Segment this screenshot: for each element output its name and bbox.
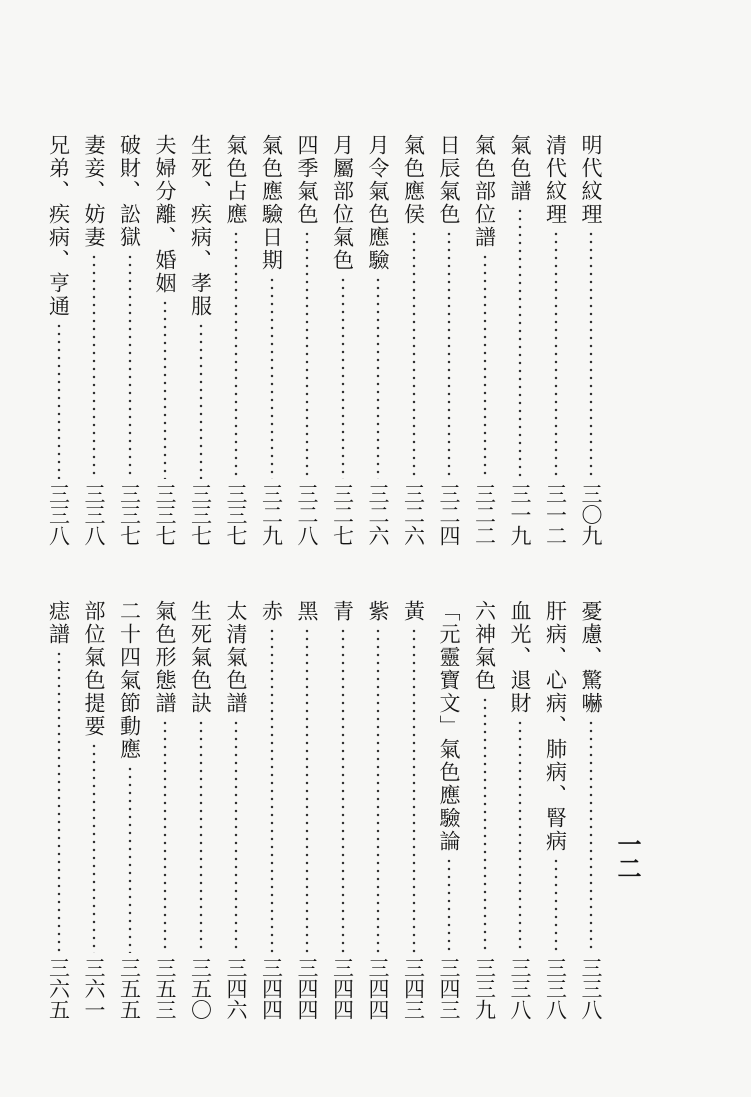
toc-entry — [329, 134, 357, 546]
toc-entry-page: 三四三 — [401, 957, 426, 1020]
dot-leader — [199, 719, 203, 953]
toc-entry-title: 氣色應侯 — [401, 134, 426, 226]
dot-leader — [92, 742, 96, 953]
toc-entry-page: 三四四 — [295, 957, 319, 1020]
toc-entry-title: 二十四氣節動應 — [117, 600, 142, 761]
toc-entry — [577, 134, 605, 546]
toc-entry-page: 三二二 — [472, 483, 497, 546]
dot-leader — [341, 276, 345, 479]
toc-entry-title: 破財、訟獄 — [117, 134, 142, 249]
toc-entry-page: 三三八 — [579, 957, 603, 1020]
toc-entry — [471, 600, 499, 1020]
toc-entry — [542, 134, 570, 546]
toc-entry — [506, 134, 534, 546]
toc-entry — [80, 134, 108, 546]
dot-leader — [483, 253, 487, 479]
toc-entry — [400, 600, 428, 1020]
toc-entry-page: 三三七 — [153, 483, 177, 546]
toc-entry — [542, 600, 570, 1020]
toc-entry-page: 三三八 — [82, 483, 106, 546]
dot-leader — [305, 627, 309, 953]
toc-entry — [151, 134, 179, 546]
dot-leader — [518, 207, 522, 479]
toc-entry-page: 三六一 — [82, 957, 106, 1020]
page-number: 一二 — [613, 832, 642, 880]
dot-leader — [57, 322, 61, 479]
toc-entry-title: 太清氣色譜 — [224, 600, 248, 715]
toc-entry — [293, 134, 321, 546]
dot-leader — [447, 857, 451, 953]
toc-entry — [116, 134, 144, 546]
toc-entry — [577, 600, 605, 1020]
toc-entry — [471, 134, 499, 546]
toc-entry-title: 生死、疾病、孝服 — [188, 134, 213, 318]
toc-entry — [116, 600, 144, 1020]
toc-entry-title: 生死氣色訣 — [188, 600, 213, 715]
dot-leader — [412, 230, 416, 479]
toc-entry — [293, 600, 321, 1020]
dot-leader — [57, 650, 61, 953]
toc-entry — [187, 134, 215, 546]
toc-entry-title: 氣色占應 — [224, 134, 248, 226]
toc-entry-page: 三二四 — [437, 483, 461, 546]
dot-leader — [447, 230, 451, 479]
toc-entry — [222, 600, 250, 1020]
toc-entry-title: 肝病、心病、肺病、腎病 — [543, 600, 568, 853]
toc-entry-page: 三五五 — [117, 957, 142, 1020]
toc-entry-title: 赤 — [259, 600, 284, 623]
dot-leader — [412, 627, 416, 953]
toc-entry-title: 四季氣色 — [295, 134, 319, 226]
toc-entry-page: 三〇九 — [579, 483, 603, 546]
toc-entry-page: 三二七 — [330, 483, 355, 546]
toc-entry-page: 三五三 — [153, 957, 177, 1020]
toc-entry-title: 清代紋理 — [543, 134, 568, 226]
toc-entry — [364, 134, 392, 546]
toc-entry-page: 三一九 — [508, 483, 532, 546]
dot-leader — [483, 696, 487, 953]
toc-entry — [45, 134, 73, 546]
dot-leader — [234, 230, 238, 479]
toc-entry-page: 三二六 — [366, 483, 390, 546]
dot-leader — [270, 627, 274, 953]
toc-entry-title: 氣色形態譜 — [153, 600, 177, 715]
dot-leader — [128, 765, 132, 953]
toc-entry-title: 明代紋理 — [579, 134, 603, 226]
toc-entry-page: 三三七 — [224, 483, 248, 546]
dot-leader — [376, 627, 380, 953]
toc-entry-title: 日辰氣色 — [437, 134, 461, 226]
dot-leader — [376, 276, 380, 479]
toc-entry — [80, 600, 108, 1020]
toc-entry — [435, 134, 463, 546]
toc-entry-page: 三二八 — [295, 483, 319, 546]
toc-entry-page: 三四四 — [366, 957, 390, 1020]
toc-entry — [329, 600, 357, 1020]
dot-leader — [518, 719, 522, 953]
toc-entry-page: 三五〇 — [188, 957, 213, 1020]
toc-entry-page: 三三九 — [472, 957, 497, 1020]
dot-leader — [341, 627, 345, 953]
toc-entry-title: 憂慮、驚嚇 — [579, 600, 603, 715]
toc-entry — [222, 134, 250, 546]
toc-entry-title: 氣色部位譜 — [472, 134, 497, 249]
toc-entry-title: 部位氣色提要 — [82, 600, 106, 738]
toc-entry-page: 三三八 — [46, 483, 71, 546]
toc-entry — [400, 134, 428, 546]
toc-entry-page: 三三七 — [117, 483, 142, 546]
toc-entry-page: 三一二 — [543, 483, 568, 546]
toc-entry-page: 三二九 — [259, 483, 284, 546]
toc-entry-title: 夫婦分離、婚姻 — [153, 134, 177, 295]
toc-entry — [435, 600, 463, 1020]
toc-entry — [187, 600, 215, 1020]
dot-leader — [199, 322, 203, 479]
dot-leader — [554, 230, 558, 479]
dot-leader — [163, 719, 167, 953]
dot-leader — [554, 857, 558, 953]
toc-entry-page: 三四四 — [330, 957, 355, 1020]
toc-entry-page: 三四六 — [224, 957, 248, 1020]
dot-leader — [270, 276, 274, 479]
dot-leader — [234, 719, 238, 953]
toc-entry-title: 痣譜 — [46, 600, 71, 646]
toc-entry-title: 黃 — [401, 600, 426, 623]
toc-entry-page: 三三七 — [188, 483, 213, 546]
dot-leader — [589, 230, 593, 479]
toc-entry-title: 紫 — [366, 600, 390, 623]
toc-entry-title: 青 — [330, 600, 355, 623]
toc-entry-page: 三三八 — [543, 957, 568, 1020]
dot-leader — [128, 253, 132, 479]
toc-entry-page: 三四四 — [259, 957, 284, 1020]
toc-entry-title: 氣色應驗日期 — [259, 134, 284, 272]
toc-entry-title: 月屬部位氣色 — [330, 134, 355, 272]
toc-entry — [364, 600, 392, 1020]
toc-entry — [45, 600, 73, 1020]
toc-entry-page: 三六五 — [46, 957, 71, 1020]
dot-leader — [305, 230, 309, 479]
toc-entry — [258, 134, 286, 546]
toc-entry-page: 三二六 — [401, 483, 426, 546]
dot-leader — [589, 719, 593, 953]
toc-entry-title: 氣色譜 — [508, 134, 532, 203]
toc-entry — [506, 600, 534, 1020]
toc-entry-page: 三四三 — [437, 957, 461, 1020]
toc-entry-title: 妻妾、妨妻 — [82, 134, 106, 249]
toc-entry — [151, 600, 179, 1020]
toc-entry-title: 血光、退財 — [508, 600, 532, 715]
toc-entry — [258, 600, 286, 1020]
toc-entry-title: 兄弟、疾病、亨通 — [46, 134, 71, 318]
toc-entry-title: 「元靈寶文」氣色應驗論 — [437, 600, 461, 853]
toc-entry-title: 六神氣色 — [472, 600, 497, 692]
toc-entry-title: 黑 — [295, 600, 319, 623]
toc-entry-title: 月令氣色應驗 — [366, 134, 390, 272]
toc-entry-page: 三三八 — [508, 957, 532, 1020]
dot-leader — [163, 299, 167, 479]
dot-leader — [92, 253, 96, 479]
